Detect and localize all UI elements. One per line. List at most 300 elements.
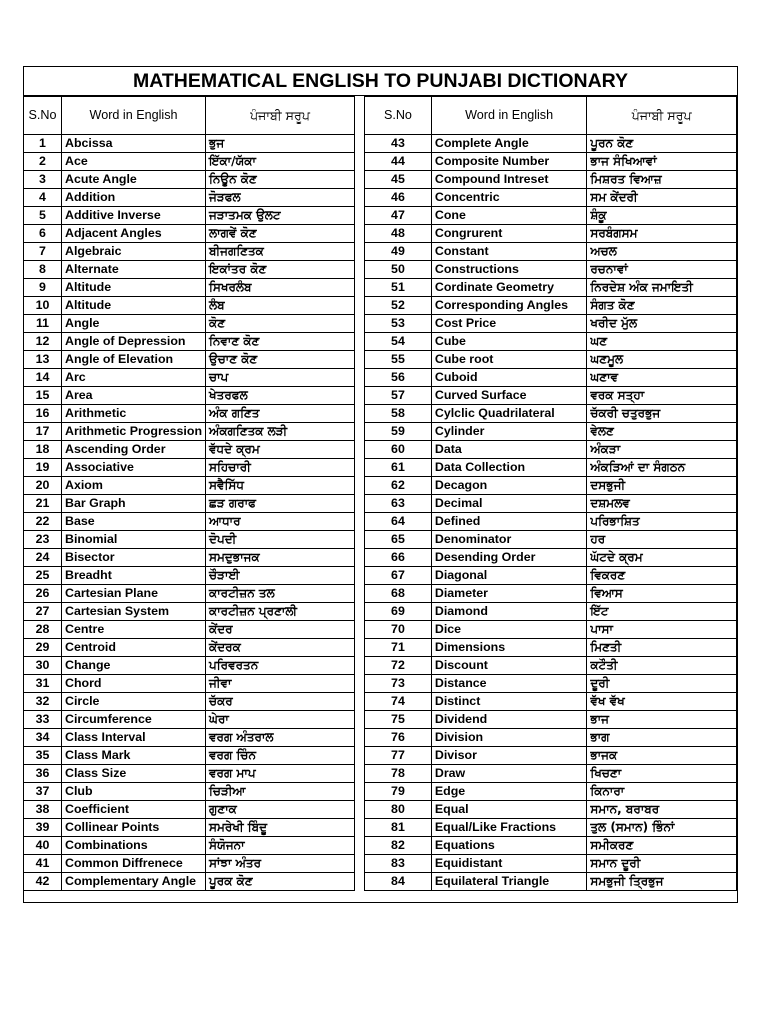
serial-number-cell: 77 — [365, 747, 432, 765]
serial-number-cell: 53 — [365, 315, 432, 333]
table-row — [24, 765, 355, 783]
punjabi-word-cell: ਦਸ਼ਮਲਵ — [587, 495, 737, 513]
english-word-cell: Combinations — [62, 837, 206, 855]
serial-number-cell: 82 — [365, 837, 432, 855]
table-row — [24, 171, 355, 189]
table-row — [365, 765, 737, 783]
english-word-cell: Denominator — [431, 531, 586, 549]
serial-number-cell: 24 — [24, 549, 62, 567]
serial-number-cell: 52 — [365, 297, 432, 315]
serial-number-cell: 64 — [365, 513, 432, 531]
serial-number-cell: 3 — [24, 171, 62, 189]
punjabi-word-cell: ਚੱਕਰ — [206, 693, 355, 711]
english-word-cell: Constructions — [431, 261, 586, 279]
serial-number-cell: 45 — [365, 171, 432, 189]
punjabi-word-cell: ਦੋਪਦੀ — [206, 531, 355, 549]
english-word-cell: Equilateral Triangle — [431, 873, 586, 891]
serial-number-cell: 2 — [24, 153, 62, 171]
table-row — [24, 135, 355, 153]
english-word-cell: Equidistant — [431, 855, 586, 873]
serial-number-cell: 48 — [365, 225, 432, 243]
table-row — [24, 513, 355, 531]
serial-number-cell: 6 — [24, 225, 62, 243]
english-word-cell: Equal/Like Fractions — [431, 819, 586, 837]
serial-number-cell: 72 — [365, 657, 432, 675]
table-row — [365, 513, 737, 531]
punjabi-word-cell: ਭਾਜਕ — [587, 747, 737, 765]
english-word-cell: Curved Surface — [431, 387, 586, 405]
table-row — [24, 315, 355, 333]
dictionary-table-right — [364, 96, 737, 891]
serial-number-cell: 63 — [365, 495, 432, 513]
english-word-cell: Divisor — [431, 747, 586, 765]
table-row — [365, 261, 737, 279]
serial-number-cell: 12 — [24, 333, 62, 351]
table-row — [24, 297, 355, 315]
header-english: Word in English — [62, 97, 206, 135]
table-row — [24, 387, 355, 405]
table-row — [365, 603, 737, 621]
serial-number-cell: 70 — [365, 621, 432, 639]
english-word-cell: Breadht — [62, 567, 206, 585]
table-row — [24, 351, 355, 369]
page-title: MATHEMATICAL ENGLISH TO PUNJABI DICTIONARY — [24, 67, 737, 96]
english-word-cell: Dimensions — [431, 639, 586, 657]
english-word-cell: Angle of Elevation — [62, 351, 206, 369]
english-word-cell: Alternate — [62, 261, 206, 279]
header-sno: S.No — [24, 97, 62, 135]
serial-number-cell: 33 — [24, 711, 62, 729]
english-word-cell: Altitude — [62, 297, 206, 315]
table-row — [365, 531, 737, 549]
serial-number-cell: 5 — [24, 207, 62, 225]
serial-number-cell: 19 — [24, 459, 62, 477]
punjabi-word-cell: ਮਿਣਤੀ — [587, 639, 737, 657]
serial-number-cell: 76 — [365, 729, 432, 747]
english-word-cell: Class Size — [62, 765, 206, 783]
table-row — [24, 585, 355, 603]
punjabi-word-cell: ਦਸਭੁਜੀ — [587, 477, 737, 495]
punjabi-word-cell: ਵੱਧਦੇ ਕ੍ਰਮ — [206, 441, 355, 459]
english-word-cell: Cost Price — [431, 315, 586, 333]
punjabi-word-cell: ਮਿਸ਼ਰਤ ਵਿਆਜ਼ — [587, 171, 737, 189]
table-row — [24, 153, 355, 171]
serial-number-cell: 67 — [365, 567, 432, 585]
serial-number-cell: 73 — [365, 675, 432, 693]
english-word-cell: Defined — [431, 513, 586, 531]
serial-number-cell: 84 — [365, 873, 432, 891]
punjabi-word-cell: ਲਾਗਵੇਂ ਕੋਣ — [206, 225, 355, 243]
table-row — [365, 423, 737, 441]
table-row — [365, 189, 737, 207]
table-row — [365, 243, 737, 261]
dictionary-page — [23, 66, 738, 903]
punjabi-word-cell: ਹਰ — [587, 531, 737, 549]
punjabi-word-cell: ਕੇਂਦਰ — [206, 621, 355, 639]
punjabi-word-cell: ਕੇਂਦਰਕ — [206, 639, 355, 657]
table-row — [365, 657, 737, 675]
punjabi-word-cell: ਅੰਕ ਗਣਿਤ — [206, 405, 355, 423]
serial-number-cell: 40 — [24, 837, 62, 855]
punjabi-word-cell: ਜੋੜਫਲ — [206, 189, 355, 207]
english-word-cell: Diameter — [431, 585, 586, 603]
serial-number-cell: 56 — [365, 369, 432, 387]
punjabi-word-cell: ਅੰਕਗਣਿਤਕ ਲੜੀ — [206, 423, 355, 441]
english-word-cell: Cordinate Geometry — [431, 279, 586, 297]
serial-number-cell: 81 — [365, 819, 432, 837]
serial-number-cell: 32 — [24, 693, 62, 711]
table-row — [24, 675, 355, 693]
table-row — [24, 783, 355, 801]
punjabi-word-cell: ਭੁਜ — [206, 135, 355, 153]
punjabi-word-cell: ਇੱਕਾ/ਯੱਕਾ — [206, 153, 355, 171]
table-row — [24, 873, 355, 891]
serial-number-cell: 75 — [365, 711, 432, 729]
punjabi-word-cell: ਘਣਾਵ — [587, 369, 737, 387]
table-row — [24, 405, 355, 423]
english-word-cell: Class Mark — [62, 747, 206, 765]
punjabi-word-cell: ਛੜ ਗਰਾਫ — [206, 495, 355, 513]
table-row — [365, 621, 737, 639]
table-row — [24, 711, 355, 729]
punjabi-word-cell: ਪੂਰਕ ਕੋਣ — [206, 873, 355, 891]
serial-number-cell: 28 — [24, 621, 62, 639]
header-english: Word in English — [431, 97, 586, 135]
table-row — [365, 855, 737, 873]
table-row — [24, 801, 355, 819]
english-word-cell: Diamond — [431, 603, 586, 621]
table-row — [24, 243, 355, 261]
punjabi-word-cell: ਪਰਿਵਰਤਨ — [206, 657, 355, 675]
serial-number-cell: 4 — [24, 189, 62, 207]
table-row — [365, 279, 737, 297]
table-row — [24, 495, 355, 513]
serial-number-cell: 11 — [24, 315, 62, 333]
punjabi-word-cell: ਕਾਰਟੀਜ਼ਨ ਤਲ — [206, 585, 355, 603]
punjabi-word-cell: ਵਿਆਸ — [587, 585, 737, 603]
serial-number-cell: 36 — [24, 765, 62, 783]
table-row — [24, 603, 355, 621]
english-word-cell: Cube root — [431, 351, 586, 369]
serial-number-cell: 9 — [24, 279, 62, 297]
table-row — [24, 189, 355, 207]
english-word-cell: Angle of Depression — [62, 333, 206, 351]
table-row — [365, 693, 737, 711]
serial-number-cell: 59 — [365, 423, 432, 441]
table-row — [365, 747, 737, 765]
header-row — [365, 97, 737, 135]
punjabi-word-cell: ਅੰਕੜਿਆਂ ਦਾ ਸੰਗਠਨ — [587, 459, 737, 477]
punjabi-word-cell: ਅਚਲ — [587, 243, 737, 261]
table-row — [365, 639, 737, 657]
punjabi-word-cell: ਪਰਿਭਾਸ਼ਿਤ — [587, 513, 737, 531]
english-word-cell: Common Diffrenece — [62, 855, 206, 873]
english-word-cell: Compound Intreset — [431, 171, 586, 189]
table-row — [24, 207, 355, 225]
english-word-cell: Cartesian Plane — [62, 585, 206, 603]
table-row — [365, 297, 737, 315]
serial-number-cell: 69 — [365, 603, 432, 621]
serial-number-cell: 1 — [24, 135, 62, 153]
table-row — [365, 729, 737, 747]
english-word-cell: Dice — [431, 621, 586, 639]
table-row — [24, 261, 355, 279]
table-row — [365, 495, 737, 513]
header-punjabi: ਪੰਜਾਬੀ ਸਰੂਪ — [206, 97, 355, 135]
punjabi-word-cell: ਘੱਟਦੇ ਕ੍ਰਮ — [587, 549, 737, 567]
table-row — [24, 279, 355, 297]
english-word-cell: Centroid — [62, 639, 206, 657]
table-row — [365, 567, 737, 585]
punjabi-word-cell: ਪੂਰਨ ਕੋਣ — [587, 135, 737, 153]
punjabi-word-cell: ਚਾਪ — [206, 369, 355, 387]
table-row — [24, 369, 355, 387]
serial-number-cell: 7 — [24, 243, 62, 261]
english-word-cell: Cylclic Quadrilateral — [431, 405, 586, 423]
serial-number-cell: 46 — [365, 189, 432, 207]
table-row — [24, 477, 355, 495]
serial-number-cell: 50 — [365, 261, 432, 279]
serial-number-cell: 8 — [24, 261, 62, 279]
table-row — [365, 459, 737, 477]
table-row — [365, 585, 737, 603]
english-word-cell: Distinct — [431, 693, 586, 711]
punjabi-word-cell: ਸਰਬੰਗਸਮ — [587, 225, 737, 243]
english-word-cell: Discount — [431, 657, 586, 675]
serial-number-cell: 22 — [24, 513, 62, 531]
table-row — [365, 711, 737, 729]
english-word-cell: Data Collection — [431, 459, 586, 477]
table-row — [365, 783, 737, 801]
english-word-cell: Concentric — [431, 189, 586, 207]
serial-number-cell: 58 — [365, 405, 432, 423]
english-word-cell: Centre — [62, 621, 206, 639]
punjabi-word-cell: ਘੇਰਾ — [206, 711, 355, 729]
serial-number-cell: 44 — [365, 153, 432, 171]
table-row — [24, 441, 355, 459]
serial-number-cell: 10 — [24, 297, 62, 315]
english-word-cell: Associative — [62, 459, 206, 477]
english-word-cell: Altitude — [62, 279, 206, 297]
serial-number-cell: 47 — [365, 207, 432, 225]
serial-number-cell: 39 — [24, 819, 62, 837]
serial-number-cell: 42 — [24, 873, 62, 891]
punjabi-word-cell: ਘਣਮੂਲ — [587, 351, 737, 369]
table-row — [365, 477, 737, 495]
punjabi-word-cell: ਗੁਣਾਕ — [206, 801, 355, 819]
serial-number-cell: 60 — [365, 441, 432, 459]
serial-number-cell: 68 — [365, 585, 432, 603]
english-word-cell: Division — [431, 729, 586, 747]
english-word-cell: Change — [62, 657, 206, 675]
english-word-cell: Angle — [62, 315, 206, 333]
punjabi-word-cell: ਚੱਕਰੀ ਚਤੁਰਭੁਜ — [587, 405, 737, 423]
english-word-cell: Cone — [431, 207, 586, 225]
serial-number-cell: 17 — [24, 423, 62, 441]
table-row — [24, 459, 355, 477]
serial-number-cell: 13 — [24, 351, 62, 369]
punjabi-word-cell: ਸਮਾਨ, ਬਰਾਬਰ — [587, 801, 737, 819]
table-row — [365, 387, 737, 405]
english-word-cell: Data — [431, 441, 586, 459]
punjabi-word-cell: ਤੁਲ (ਸਮਾਨ) ਭਿੰਨਾਂ — [587, 819, 737, 837]
table-body-right — [365, 97, 737, 891]
punjabi-word-cell: ਆਧਾਰ — [206, 513, 355, 531]
english-word-cell: Additive Inverse — [62, 207, 206, 225]
punjabi-word-cell: ਸਮਭੁਜੀ ਤ੍ਰਿਭੁਜ — [587, 873, 737, 891]
punjabi-word-cell: ਵਰਗ ਚਿੰਨ — [206, 747, 355, 765]
punjabi-word-cell: ਵਰਗ ਮਾਪ — [206, 765, 355, 783]
english-word-cell: Constant — [431, 243, 586, 261]
english-word-cell: Ace — [62, 153, 206, 171]
header-punjabi: ਪੰਜਾਬੀ ਸਰੂਪ — [587, 97, 737, 135]
punjabi-word-cell: ਭਾਜ — [587, 711, 737, 729]
english-word-cell: Binomial — [62, 531, 206, 549]
table-row — [24, 333, 355, 351]
english-word-cell: Complete Angle — [431, 135, 586, 153]
punjabi-word-cell: ਕਾਰਟੀਜ਼ਨ ਪ੍ਰਣਾਲੀ — [206, 603, 355, 621]
serial-number-cell: 29 — [24, 639, 62, 657]
english-word-cell: Base — [62, 513, 206, 531]
punjabi-word-cell: ਸਮਦੁਭਾਜਕ — [206, 549, 355, 567]
serial-number-cell: 23 — [24, 531, 62, 549]
english-word-cell: Area — [62, 387, 206, 405]
table-row — [365, 819, 737, 837]
english-word-cell: Collinear Points — [62, 819, 206, 837]
table-row — [365, 315, 737, 333]
table-row — [24, 729, 355, 747]
serial-number-cell: 55 — [365, 351, 432, 369]
table-row — [365, 837, 737, 855]
punjabi-word-cell: ਖੇਤਰਫਲ — [206, 387, 355, 405]
table-row — [365, 153, 737, 171]
table-row — [365, 207, 737, 225]
serial-number-cell: 54 — [365, 333, 432, 351]
english-word-cell: Dividend — [431, 711, 586, 729]
english-word-cell: Circle — [62, 693, 206, 711]
punjabi-word-cell: ਸਮ ਕੇਂਦਰੀ — [587, 189, 737, 207]
punjabi-word-cell: ਵਰਕ ਸਤ੍ਹਾ — [587, 387, 737, 405]
serial-number-cell: 49 — [365, 243, 432, 261]
english-word-cell: Decagon — [431, 477, 586, 495]
table-row — [24, 657, 355, 675]
english-word-cell: Composite Number — [431, 153, 586, 171]
serial-number-cell: 26 — [24, 585, 62, 603]
table-row — [24, 423, 355, 441]
punjabi-word-cell: ਇੱਟ — [587, 603, 737, 621]
english-word-cell: Algebraic — [62, 243, 206, 261]
punjabi-word-cell: ਪਾਸਾ — [587, 621, 737, 639]
english-word-cell: Chord — [62, 675, 206, 693]
serial-number-cell: 25 — [24, 567, 62, 585]
punjabi-word-cell: ਸਹਿਚਾਰੀ — [206, 459, 355, 477]
punjabi-word-cell: ਲੰਬ — [206, 297, 355, 315]
table-row — [365, 351, 737, 369]
punjabi-word-cell: ਨਿਊਨ ਕੋਣ — [206, 171, 355, 189]
table-row — [24, 225, 355, 243]
serial-number-cell: 71 — [365, 639, 432, 657]
serial-number-cell: 51 — [365, 279, 432, 297]
header-row — [24, 97, 355, 135]
punjabi-word-cell: ਸਮਾਨ ਦੂਰੀ — [587, 855, 737, 873]
serial-number-cell: 16 — [24, 405, 62, 423]
punjabi-word-cell: ਨਿਵਾਣ ਕੋਣ — [206, 333, 355, 351]
serial-number-cell: 66 — [365, 549, 432, 567]
serial-number-cell: 61 — [365, 459, 432, 477]
punjabi-word-cell: ਉਚਾਣ ਕੋਣ — [206, 351, 355, 369]
english-word-cell: Corresponding Angles — [431, 297, 586, 315]
english-word-cell: Club — [62, 783, 206, 801]
punjabi-word-cell: ਸੰਯੋਜਨਾ — [206, 837, 355, 855]
serial-number-cell: 35 — [24, 747, 62, 765]
punjabi-word-cell: ਖਰੀਦ ਮੁੱਲ — [587, 315, 737, 333]
serial-number-cell: 27 — [24, 603, 62, 621]
table-row — [24, 855, 355, 873]
english-word-cell: Distance — [431, 675, 586, 693]
punjabi-word-cell: ਵੱਖ ਵੱਖ — [587, 693, 737, 711]
serial-number-cell: 20 — [24, 477, 62, 495]
english-word-cell: Class Interval — [62, 729, 206, 747]
english-word-cell: Cartesian System — [62, 603, 206, 621]
serial-number-cell: 43 — [365, 135, 432, 153]
english-word-cell: Addition — [62, 189, 206, 207]
punjabi-word-cell: ਵਰਗ ਅੰਤਰਾਲ — [206, 729, 355, 747]
dictionary-table-left — [23, 96, 355, 891]
english-word-cell: Acute Angle — [62, 171, 206, 189]
punjabi-word-cell: ਦੂਰੀ — [587, 675, 737, 693]
punjabi-word-cell: ਚੌੜਾਈ — [206, 567, 355, 585]
table-row — [24, 747, 355, 765]
english-word-cell: Adjacent Angles — [62, 225, 206, 243]
english-word-cell: Arithmetic Progression — [62, 423, 206, 441]
table-row — [365, 549, 737, 567]
punjabi-word-cell: ਵੇਲਣ — [587, 423, 737, 441]
table-row — [365, 405, 737, 423]
punjabi-word-cell: ਸਾਂਝਾ ਅੰਤਰ — [206, 855, 355, 873]
punjabi-word-cell: ਇਕਾਂਤਰ ਕੋਣ — [206, 261, 355, 279]
table-row — [365, 135, 737, 153]
english-word-cell: Edge — [431, 783, 586, 801]
table-row — [365, 171, 737, 189]
english-word-cell: Decimal — [431, 495, 586, 513]
punjabi-word-cell: ਜੜਾਤਮਕ ਉਲਟ — [206, 207, 355, 225]
serial-number-cell: 83 — [365, 855, 432, 873]
table-row — [365, 369, 737, 387]
serial-number-cell: 38 — [24, 801, 62, 819]
punjabi-word-cell: ਚਿੜੀਆ — [206, 783, 355, 801]
table-body-left — [24, 97, 355, 891]
punjabi-word-cell: ਕੋਣ — [206, 315, 355, 333]
punjabi-word-cell: ਬੀਜਗਣਿਤਕ — [206, 243, 355, 261]
serial-number-cell: 80 — [365, 801, 432, 819]
serial-number-cell: 18 — [24, 441, 62, 459]
table-row — [24, 693, 355, 711]
punjabi-word-cell: ਸਵੈਸਿੱਧ — [206, 477, 355, 495]
table-row — [365, 225, 737, 243]
serial-number-cell: 21 — [24, 495, 62, 513]
english-word-cell: Equations — [431, 837, 586, 855]
english-word-cell: Cylinder — [431, 423, 586, 441]
punjabi-word-cell: ਸ਼ੰਕੂ — [587, 207, 737, 225]
serial-number-cell: 30 — [24, 657, 62, 675]
english-word-cell: Bisector — [62, 549, 206, 567]
english-word-cell: Equal — [431, 801, 586, 819]
table-row — [365, 675, 737, 693]
english-word-cell: Complementary Angle — [62, 873, 206, 891]
table-row — [24, 549, 355, 567]
serial-number-cell: 65 — [365, 531, 432, 549]
table-row — [24, 567, 355, 585]
